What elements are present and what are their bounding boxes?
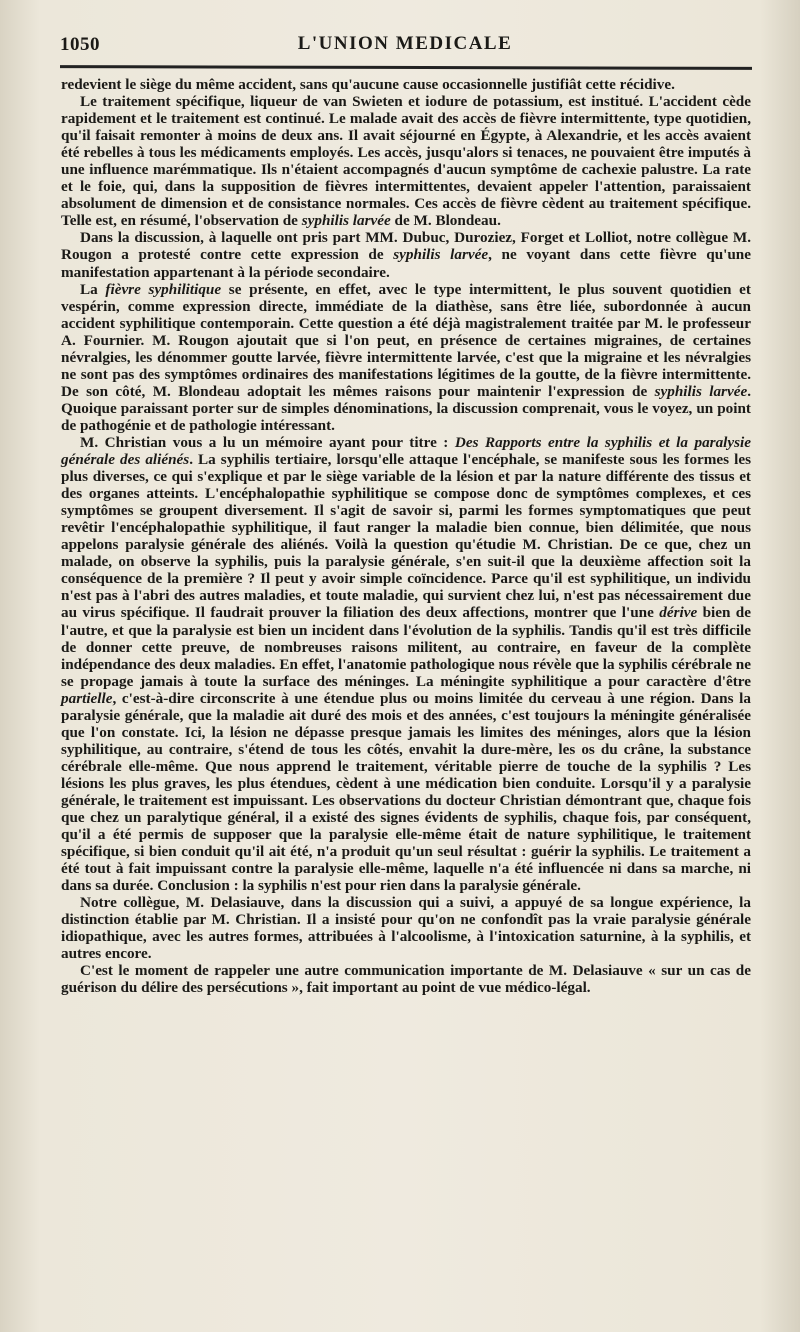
- text-run: , ne voyant dans cette fièvre qu'une manifestation appartenant à la période secondaire.: [61, 246, 751, 281]
- memoir-title: Des Rapports entre la syphilis et la paralysie générale des aliénés: [61, 433, 751, 469]
- text-run: de M. Blondeau.: [390, 212, 501, 230]
- paragraph: [61, 93, 751, 229]
- text-run: La: [80, 280, 106, 298]
- body-text: [61, 76, 751, 997]
- text-run: se présente, en effet, avec le type intermittent, le plus souvent quotidien et vespérin, comme expression directe, immédiate de la diathèse, sans être liée, subordonnée à aucun accident syphilitique contemporain. Cette question a été déjà magistralement traitée par M. le professeur A. Fournier. M. Rougon ajoutait que si l'on peut, en présence de certaines migraines, de certaines névralgies, les dénommer goutte larvée, fièvre intermittente larvée, c'est que la migraine et les névralgies ne sont pas des symptômes ordinaires des manifestations légitimes de la goutte, de la fièvre intermittente. De son côté, M. Blondeau adoptait les mêmes raisons pour maintenir l'expression de: [61, 280, 751, 400]
- paragraph: [61, 76, 751, 93]
- paragraph: [61, 281, 751, 434]
- paragraph: [61, 434, 751, 894]
- page-number: 1050: [60, 34, 100, 55]
- italic-term: syphilis larvée: [393, 246, 489, 264]
- italic-term: fièvre syphilitique: [105, 280, 222, 298]
- text-run: Dans la discussion, à laquelle ont pris part MM. Dubuc, Duroziez, Forget et Lolliot, notre collègue M. Rougon a protesté contre cette expression de: [61, 229, 751, 264]
- text-run: C'est le moment de rappeler une autre communication importante de M. Delasiauve « sur un cas de guérison du délire des persécutions », fait important au point de vue médico-légal.: [61, 962, 751, 997]
- paragraph: [61, 894, 751, 962]
- text-run: , c'est-à-dire circonscrite à une étendue plus ou moins limitée du cerveau à une région. Dans la paralysie générale, que la maladie ait duré des mois et des années, c'est toujours la méningite généralisée que l'on constate. Ici, la lésion ne dépasse presque jamais les limites des méninges, alors que la lésion syphilitique, au contraire, s'étend de tous les côtés, envahit la dure-mère, les os du crâne, la substance cérébrale elle-même. Que nous apprend le traitement, véritable pierre de touche de la syphilis ? Les lésions les plus graves, les plus étendues, cèdent à une médication bien conduite. Lorsqu'il y a paralysie générale, le traitement est impuissant. Les observations du docteur Christian démontrant que, chaque fois que chez un paralytique général, il a existé des signes évidents de syphilis, chaque fois, par conséquent, qu'il a été permis de supposer que la paralysie elle-même était de nature syphilitique, le traitement spécifique, si bien conduit qu'il ait été, n'a produit qu'un seul résultat : guérir la syphilis. Le traitement a été tout à fait impuissant contre la paralysie elle-même, laquelle n'a été influencée ni dans sa marche, ni dans sa durée. Conclusion : la syphilis n'est pour rien dans la paralysie générale.: [61, 689, 751, 895]
- text-run: . La syphilis tertiaire, lorsqu'elle attaque l'encéphale, se manifeste sous les formes les plus diverses, ce qui s'explique et par le siège variable de la lésion et par la nature différente des tissus et des organes atteints. L'encéphalopathie syphilitique se compose donc de symptômes complexes, et ces symptômes se groupent diversement. Il s'agit de savoir si, parmi les formes symptomatiques que peut revêtir l'encéphalopathie syphilitique, il faut ranger la maladie bien connue, bien délimitée, que nous appelons paralysie générale des aliénés. Voilà la question qu'étudie M. Christian. De ce que, chez un malade, on observe la syphilis, puis la paralysie générale, s'en suit-il que la deuxième affection soit la conséquence de la première ? Il peut y avoir simple coïncidence. Parce qu'il est syphilitique, un individu n'est pas à l'abri des autres maladies, et toute maladie, qui survient chez lui, n'est pas nécessairement due au virus spécifique. Il faudrait prouver la filiation des deux affections, montrer que l'une: [61, 451, 752, 622]
- text-run: bien de l'autre, et que la paralysie est bien un incident dans l'évolution de la syphilis. Tandis qu'il est très difficile de donner cette preuve, de nombreuses raisons militent, au contraire, en faveur de la complète indépendance des deux maladies. En effet, l'anatomie pathologique nous révèle que la syphilis cérébrale ne se propage jamais à toute la surface des méninges. La méningite syphilitique a pour caractère d'être: [61, 604, 751, 690]
- text-run: redevient le siège du même accident, sans qu'aucune cause occasionnelle justifiât cette récidive.: [61, 76, 675, 93]
- paragraph: [61, 962, 751, 996]
- italic-term: syphilis larvée: [301, 212, 391, 230]
- page-header: [60, 26, 750, 60]
- text-run: M. Christian vous a lu un mémoire ayant pour titre :: [80, 433, 455, 451]
- text-run: Le traitement spécifique, liqueur de van Swieten et iodure de potassium, est institué. L'accident cède rapidement et le traitement est continué. Le malade avait des accès de fièvre intermittente, type quotidien, qu'il faisait remonter à moins de deux ans. Il avait séjourné en Égypte, à Alexandrie, et les accès avaient été rebelles à tous les médicaments employés. Les accès, jusqu'alors si tenaces, ne pouvaient être imputés à une influence marémmatique. Ils n'étaient accompagnés d'aucun symptôme de cachexie palustre. La rate et le foie, qui, dans la supposition de fièvres intermittentes, devaient appeler l'attention, paraissaient absolument de dimension et de consistance normales. Ces accès de fièvre cèdent au traitement spécifique. Telle est, en résumé, l'observation de: [61, 93, 751, 230]
- italic-term: partielle: [61, 689, 113, 707]
- text-run: . Quoique paraissant porter sur de simples dénominations, la discussion comprenait, vous le voyez, un point de pathogénie et de pathologie intéressant.: [61, 382, 751, 434]
- text-run: Notre collègue, M. Delasiauve, dans la discussion qui a suivi, a appuyé de sa longue expérience, la distinction établie par M. Christian. Il a insisté pour qu'on ne confondît pas la vraie paralysie générale idiopathique, avec les autres formes, attribuées à l'alcoolisme, à l'intoxication saturnine, à la syphilis, et autres encore.: [61, 894, 751, 963]
- header-rule: [60, 65, 752, 70]
- italic-term: dérive: [659, 604, 698, 622]
- journal-title: L'UNION MEDICALE: [297, 33, 513, 54]
- italic-term: syphilis larvée: [654, 382, 748, 400]
- paragraph: [61, 229, 751, 280]
